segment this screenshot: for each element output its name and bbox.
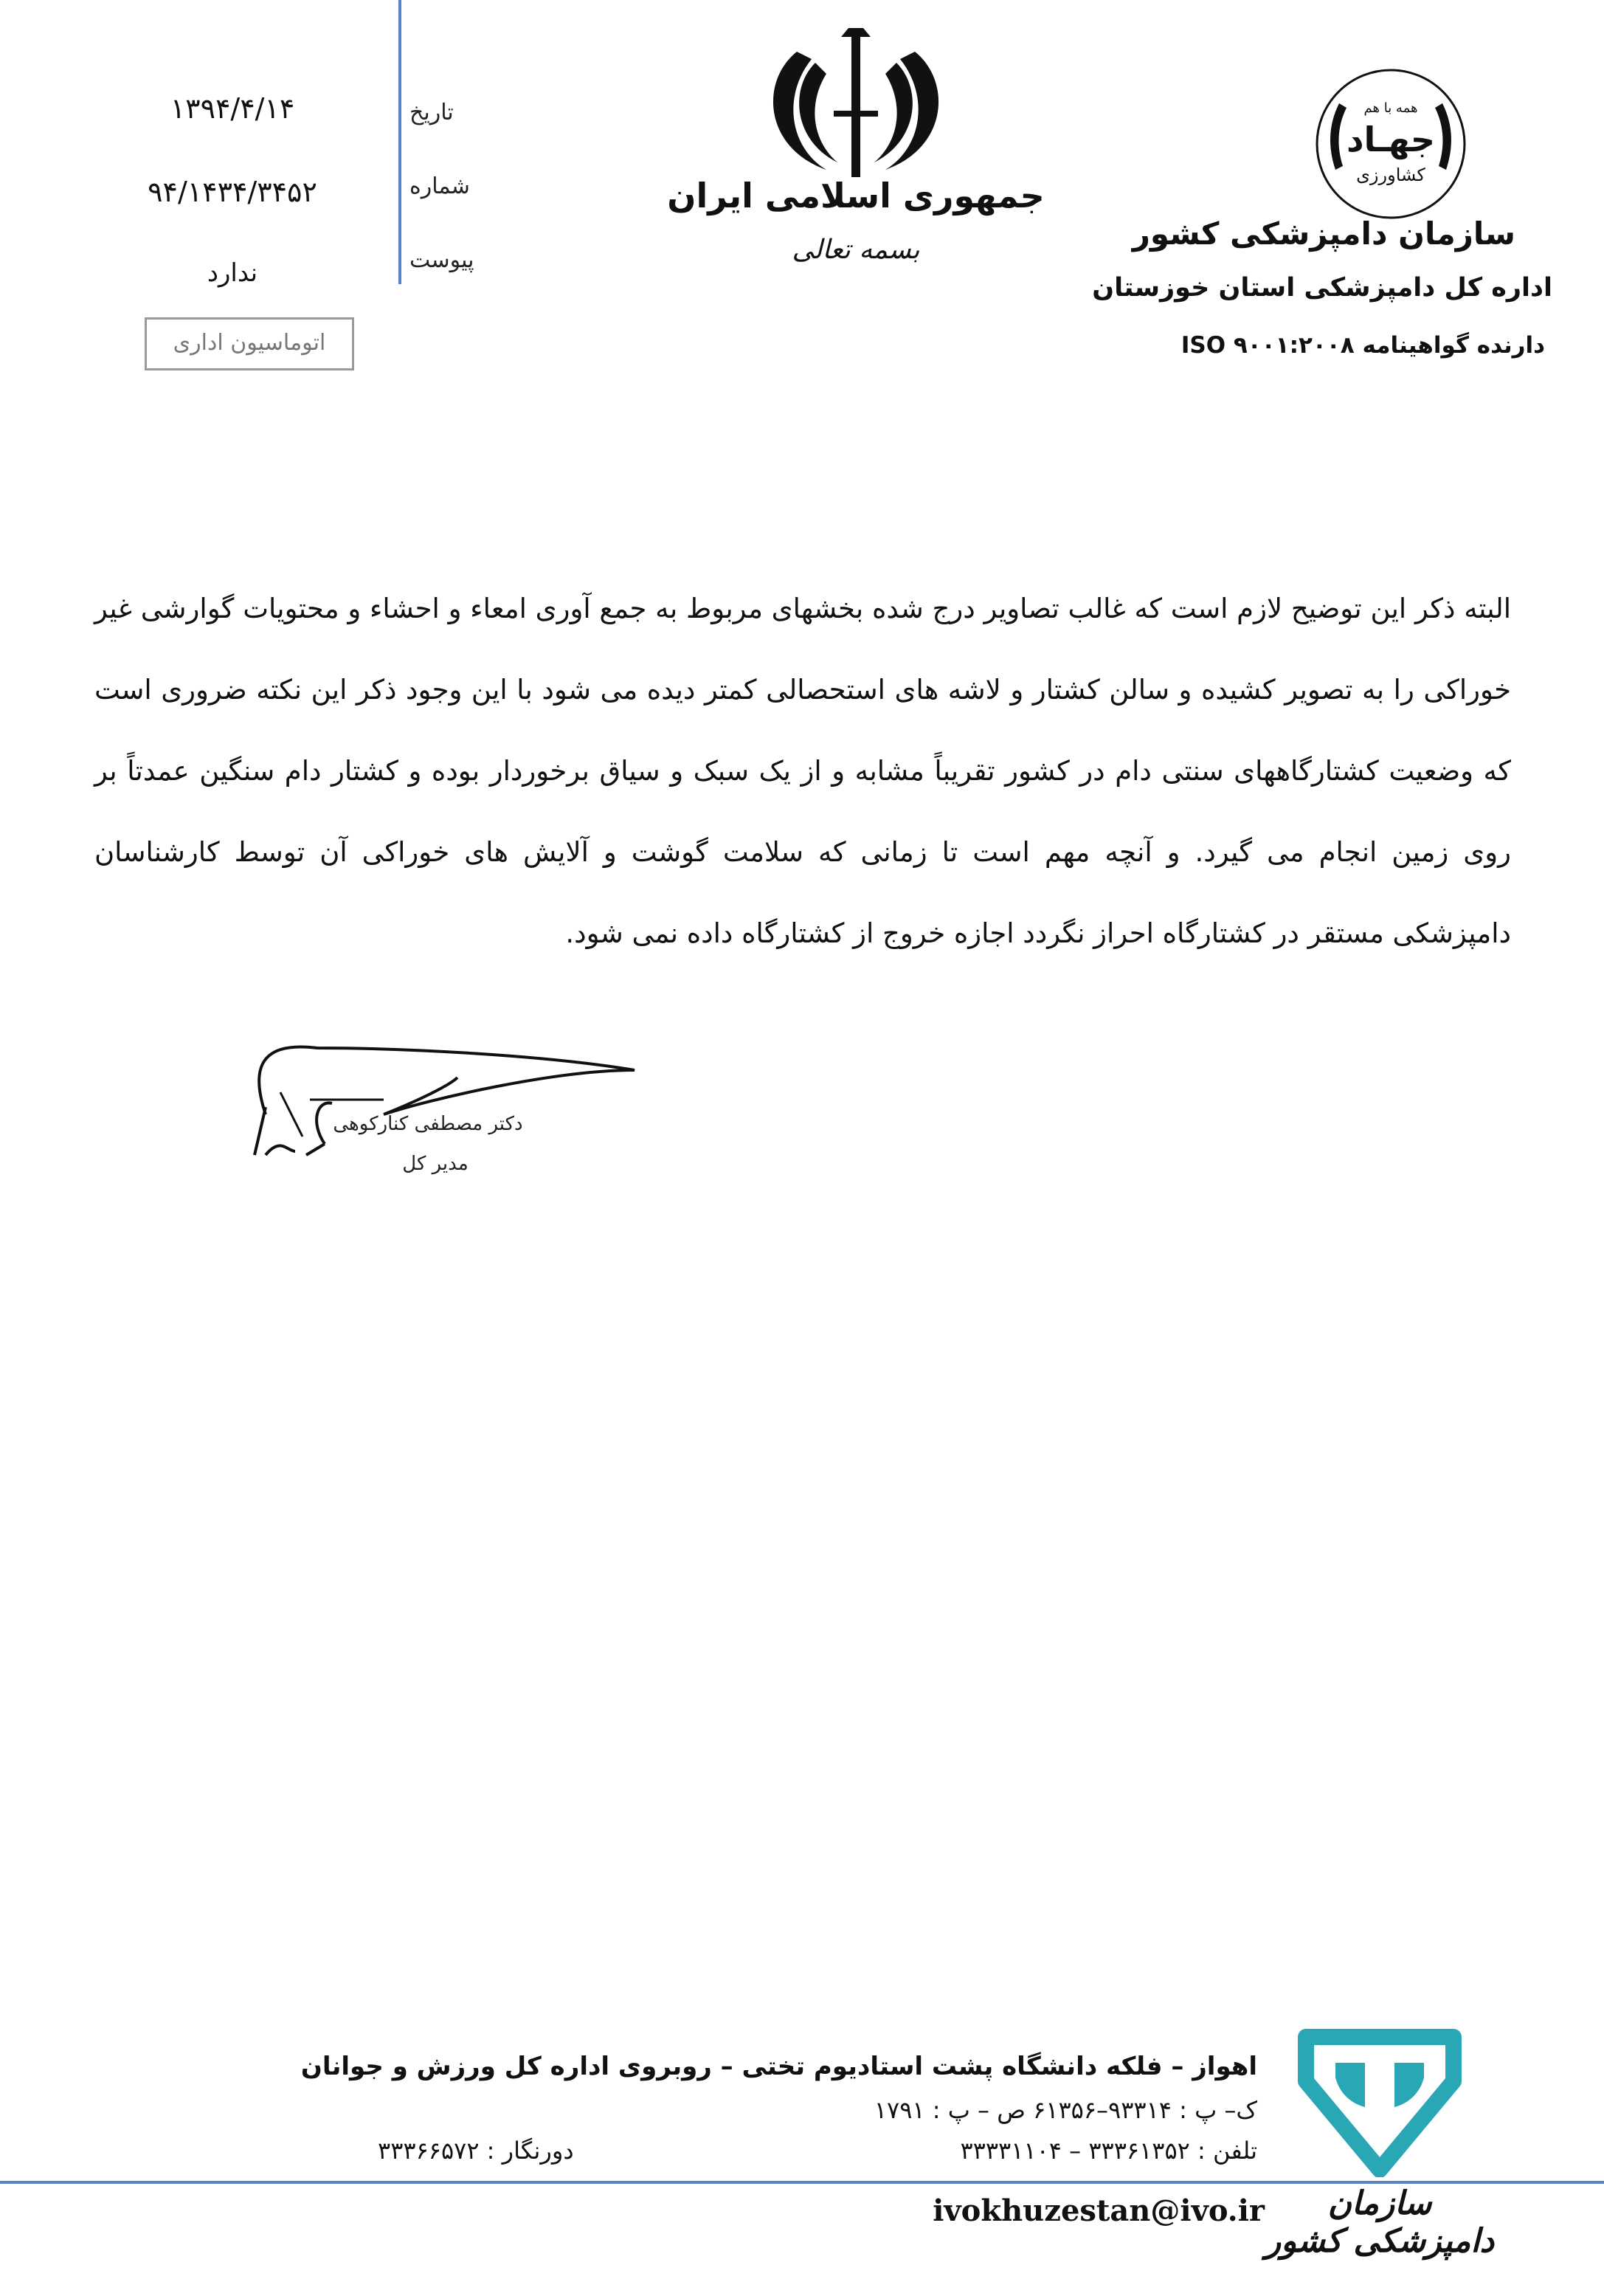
header-divider	[398, 0, 401, 284]
republic-title: جمهوری اسلامی ایران	[667, 176, 1045, 216]
signatory-name: دکتر مصطفی کنارکوهی	[333, 1113, 523, 1135]
footer-email: ivokhuzestan@ivo.ir	[933, 2193, 1265, 2228]
automation-stamp: اتوماسیون اداری	[145, 317, 354, 370]
jihad-logo-main-text: جهـاد	[1346, 120, 1436, 159]
org-title: سازمان دامپزشکی کشور	[1132, 216, 1515, 252]
footer-pobox: ک– پ : ۹۳۳۱۴–۶۱۳۵۶ ص – پ : ۱۷۹۱	[874, 2096, 1257, 2124]
body-paragraph: البته ذکر این توضیح لازم است که غالب تصاویر درج شده بخشهای مربوط به جمع آوری امعاء و احشاء و محتویات گوارشی غیر خوراکی را به تصویر کشیده و سالن کشتار و لاشه های استحصالی کمتر دیده می شود با این وجود ذکر این نکته ضروری است که وضعیت کشتارگاههای سنتی دام در کشور تقریباً مشابه و از یک سبک و سیاق برخوردار بوده و کشتار دام سنگین عمدتاً بر روی زمین انجام می گیرد. و آنچه مهم است تا زمانی که سلامت گوشت و آلایش های خوراکی آن توسط کارشناسان دامپزشکی مستقر در کشتارگاه احراز نگردد اجازه خروج از کشتارگاه داده نمی شود.	[94, 593, 1511, 949]
attachment-value: ندارد	[207, 258, 258, 288]
ivo-logo-text: سازمان دامپزشکی کشور	[1265, 2185, 1495, 2260]
number-label: شماره	[409, 173, 470, 199]
iran-emblem-icon	[753, 22, 959, 185]
jihad-logo-icon	[1306, 59, 1476, 229]
signatory-role: مدیر کل	[402, 1153, 469, 1175]
attachment-label: پیوست	[409, 247, 474, 273]
date-label: تاریخ	[409, 100, 454, 125]
signature-scribble	[236, 1026, 649, 1173]
besmehi-text: بسمه تعالی	[792, 235, 920, 265]
footer-fax: دورنگار : ۳۳۳۶۶۵۷۲	[378, 2137, 574, 2165]
ivo-logo-icon	[1284, 2022, 1476, 2177]
date-value: ۱۳۹۴/۴/۱۴	[170, 92, 295, 125]
letter-body	[94, 568, 1511, 974]
number-value: ۹۴/۱۴۳۴/۳۴۵۲	[148, 176, 317, 208]
jihad-logo-sub-text: کشاورزی	[1356, 165, 1425, 185]
org-subtitle: اداره کل دامپزشکی استان خوزستان	[1092, 273, 1552, 303]
org-certificate: دارنده گواهینامه ISO ۹۰۰۱:۲۰۰۸	[1180, 332, 1545, 359]
jihad-logo-top-text: همه با هم	[1363, 100, 1418, 116]
footer-divider	[0, 2181, 1604, 2184]
footer-phone: تلفن : ۳۳۳۶۱۳۵۲ – ۳۳۳۳۱۱۰۴	[960, 2137, 1257, 2165]
footer-address: اهواز – فلکه دانشگاه پشت استادیوم تختی – روبروی اداره کل ورزش و جوانان	[300, 2052, 1257, 2081]
